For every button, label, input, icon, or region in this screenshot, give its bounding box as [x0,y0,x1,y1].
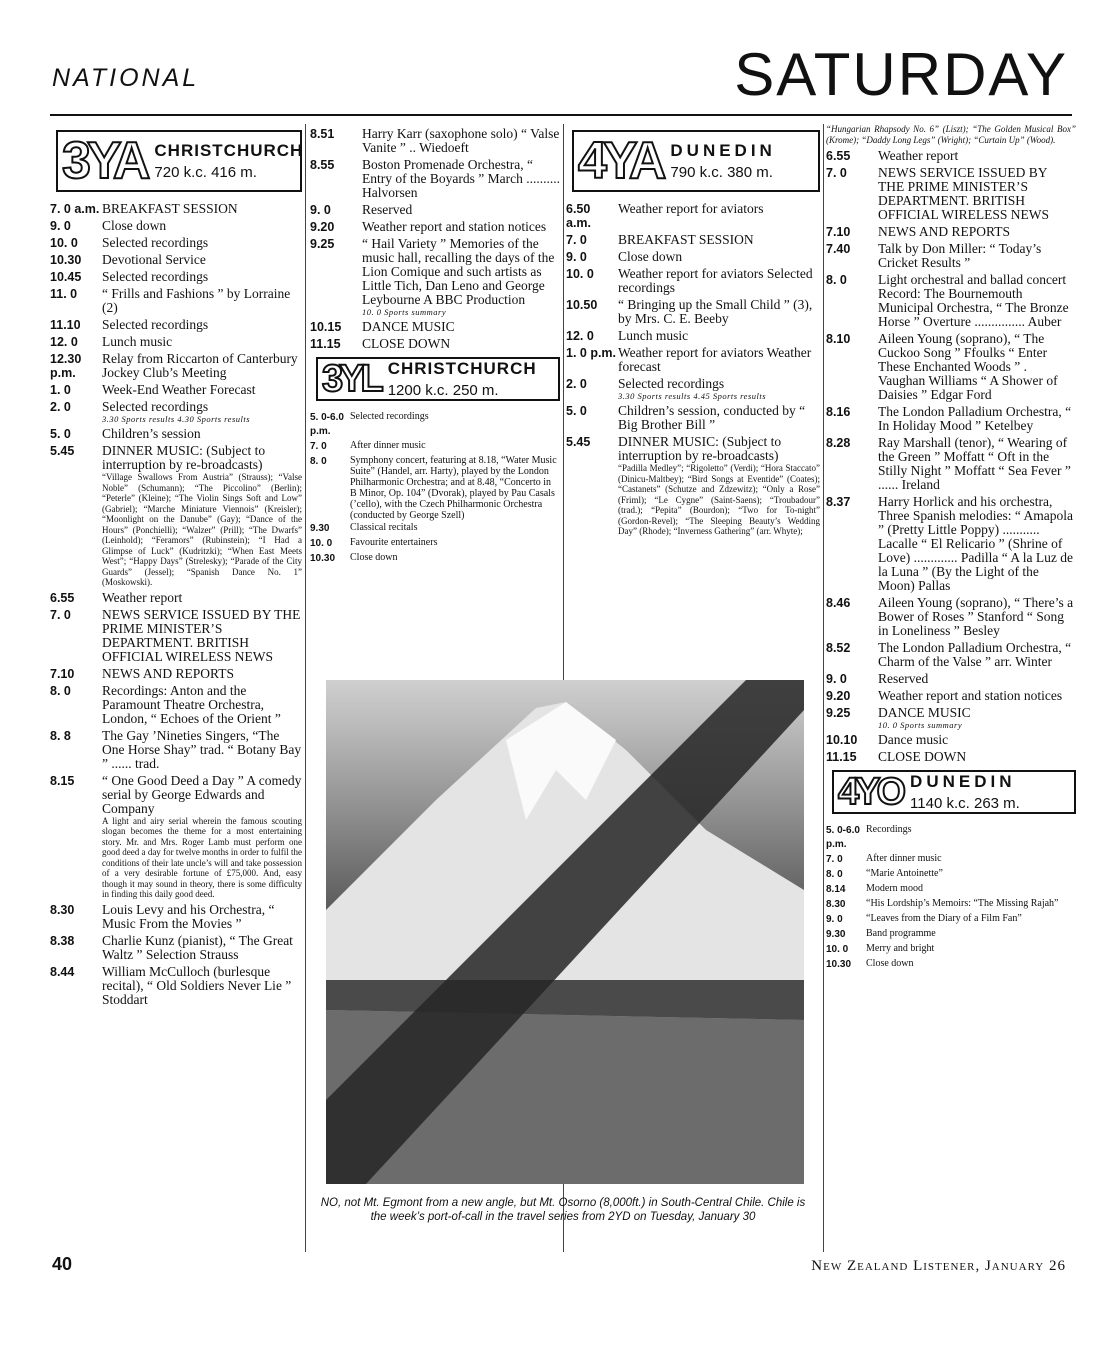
station-logo: 3YA [62,132,147,190]
program-title: Harry Karr (saxophone solo) “ Valse Vanite ” .. Wiedoeft [362,126,560,155]
program-item [50,270,302,284]
program-time: 12. 0 [566,329,594,343]
station-logo: 4YO [838,771,903,813]
program-time: 9.25 [826,706,851,720]
program-time: 8. 0 [826,869,843,880]
program-item [826,958,1076,972]
program-time: 8.14 [826,884,846,895]
program-title: “ One Good Deed a Day ” A comedy serial by George Edwards and Company [102,772,302,816]
program-time: 8.28 [826,436,851,450]
program-item [310,337,560,351]
program-item [566,202,820,230]
program-title: NEWS AND REPORTS [102,665,234,681]
program-title: “ Hail Variety ” Memories of the music hall, recalling the days of the Lion Comique and such artists as Little Tich, Dan Leno and George Leybourne A BBC Production [362,236,555,307]
program-time: 10.30 [50,253,82,267]
program-title: “Leaves from the Diary of a Film Fan” [866,913,1022,924]
column-3ya [50,124,302,1010]
program-item [826,225,1076,239]
program-note: 3.30 Sports results 4.45 Sports results [618,391,767,401]
program-time: 8. 0 [826,273,847,287]
mountain-illustration [326,680,804,1184]
program-title: “His Lordship’s Memoirs: “The Missing Rajah” [866,898,1059,909]
program-title: Reserved [878,671,929,686]
program-note: “Village Swallows From Austria” (Strauss); “Valse Noble” (Schumann); “The Piccolino” (Berlin); “Peterle” (Kleine); “The Violin Sings Soft and Low” (Gabriel); “Marche Miniature Viennois” (Kreisler); “Moonlight on the Danube” (Gay); “Dance of the Hours” (Ponchielli); “Walzer” (Prill); “The Dwarfs” (Leinhold); “Feramors” (Rubinstein); “I Had a Glimpse of Luck” (Kudritzki); “When East Meets West”; “Happy Days” (Strelesky); “Parade of the City Guards” (Jessel); “Spanish Dance No. 1” (Moskowski). [102,472,302,587]
program-item [310,203,560,217]
program-title: Reserved [362,202,413,217]
program-title: Symphony concert, featuring at 8.18, “Water Music Suite” (Handel, arr. Harty), played by the London Philharmonic Orchestra; and at 8.48, “Concerto in B Minor, Op. 104” (Dvorak), played by Pau Casals (’cello), with the Czech Philharmonic Orchestra (conducted by George Szell) [350,455,557,521]
program-title: The Gay ’Nineties Singers, “The One Horse Shay” trad. “ Botany Bay ” ...... trad. [102,727,302,771]
program-title: Selected recordings [102,317,209,332]
program-title: Weather report [102,589,183,605]
program-time: 8.46 [826,596,851,610]
program-time: 8.44 [50,964,75,979]
top-rule [50,114,1072,116]
program-title: Boston Promenade Orchestra, “ Entry of the Boyards ” March .......... Halvorsen [362,157,560,200]
program-title: Recordings [866,824,912,835]
program-time: 10.15 [310,320,342,334]
program-title: NEWS AND REPORTS [878,224,1010,239]
section-label: NATIONAL [52,64,200,92]
program-item [566,377,820,401]
program-list [826,149,1076,764]
program-time: 7.10 [50,666,75,681]
program-title: Modern mood [866,883,923,894]
program-title: Lunch music [102,334,173,349]
program-time: 11.10 [50,318,81,332]
program-time: 7. 0 [50,607,71,622]
program-title: Favourite entertainers [350,537,438,548]
program-item [826,689,1076,703]
program-title: NEWS SERVICE ISSUED BY THE PRIME MINISTER’S DEPARTMENT. BRITISH OFFICIAL WIRELESS NEWS [878,165,1050,222]
program-item [826,883,1076,897]
program-item [566,404,820,432]
program-item [826,706,1076,730]
program-title: Children’s session, conducted by “ Big Brother Bill ” [618,403,806,432]
program-item [566,435,820,537]
program-time: 5. 0 [566,404,587,418]
program-item [50,236,302,250]
program-item [310,320,560,334]
program-title: Weather report [878,148,959,163]
program-list [310,411,560,566]
program-note: “Padilla Medley”; “Rigoletto” (Verdi); “Hora Staccato” (Dinicu-Maltbey); “Bird Songs at Eventide” (Coates); “Castanets” (Schutze and Zdzewitz); “Only a Rose” (Friml); “Le Cygne” (Saint-Saens); “Troubadour” (trad.); “Pepita” (Bourdon); “Two for To-night” (Gordon-Revel); “The Sleeping Beauty’s Wedding Day” (Rhode); “Inverness Gathering” (arr. Whyte); [618,463,820,536]
program-time: 7. 0 [566,233,587,247]
station-header-3yl [316,357,560,401]
program-time: 9.20 [826,689,851,703]
program-time: 10. 0 [50,236,78,250]
program-time: 8.30 [50,902,75,917]
program-time: 8.10 [826,332,851,346]
program-item [826,405,1076,433]
program-title: Recordings: Anton and the Paramount Theatre Orchestra, London, “ Echoes of the Orient ” [102,682,281,726]
program-title: The London Palladium Orchestra, “ In Holiday Mood ” Ketelbey [878,404,1072,433]
program-time: 8. 0 [310,456,327,467]
program-item [826,495,1076,593]
program-item [50,608,302,664]
station-frequency: 1140 k.c. 263 m. [910,795,1020,812]
column-3ya-cont [310,124,560,567]
program-title: DANCE MUSIC [362,319,455,334]
program-note: 10. 0 Sports summary [362,307,447,317]
program-title: Weather report and station notices [878,688,1063,703]
program-time: 5.45 [50,444,75,458]
program-time: 10. 0 [566,267,594,281]
program-item [826,750,1076,764]
program-time: 10.30 [310,553,336,564]
program-time: 10.10 [826,733,858,747]
program-title: Weather report for aviators Selected recordings [618,266,813,295]
program-item [50,903,302,931]
program-title: Aileen Young (soprano), “ The Cuckoo Song ” Ffoulks “ Enter These Enchanted Woods ” . Vaughan Williams “ A Shower of Daisies ” Edgar Ford [878,331,1058,402]
program-time: 11. 0 [50,287,78,301]
program-title: Close down [618,249,683,264]
program-title: The London Palladium Orchestra, “ Charm of the Valse ” arr. Winter [878,640,1072,669]
program-item [566,250,820,264]
program-list [310,127,560,351]
program-time: 10.45 [50,270,82,284]
program-item [826,242,1076,270]
program-title: Lunch music [618,328,689,343]
program-time: 9. 0 [310,203,331,217]
program-item [566,267,820,295]
program-title: BREAKFAST SESSION [618,232,754,247]
program-time: 8.15 [50,773,75,788]
program-title: DANCE MUSIC [878,705,971,720]
program-item [50,318,302,332]
program-time: 1. 0 [50,383,71,397]
program-title: Aileen Young (soprano), “ There’s a Bower of Roses ” Stanford “ Song in Loneliness ” Besley [878,595,1074,638]
program-title: “Marie Antoinette” [866,868,943,879]
program-item [826,436,1076,492]
program-item [826,928,1076,942]
program-note: 10. 0 Sports summary [878,720,963,730]
column-4ya-cont [826,124,1076,973]
program-item [826,824,1076,852]
program-item [50,774,302,900]
program-time: 10.30 [826,959,852,970]
program-item [50,202,302,216]
program-item [826,733,1076,747]
program-title: Weather report for aviators Weather forecast [618,345,812,374]
program-title: Classical recitals [350,522,418,533]
program-title: Harry Horlick and his orchestra, Three Spanish melodies: “ Amapola ” (Pretty Little Poppy) ........... Lacalle “ El Relicario ” (Shrine of Love) ............. Padilla “ A la Luz de la Luna ” (By the Light of the Moon) Pallas [878,494,1073,593]
program-title: NEWS SERVICE ISSUED BY THE PRIME MINISTER’S DEPARTMENT. BRITISH OFFICIAL WIRELESS NEWS [102,606,301,664]
program-time: 10. 0 [826,944,849,955]
program-time: 8.37 [826,495,851,509]
program-item [310,237,560,317]
program-item [826,149,1076,163]
program-time: 2. 0 [50,400,71,414]
program-item [50,684,302,726]
program-item [50,400,302,424]
station-city: DUNEDIN [670,141,776,160]
program-item [310,537,560,551]
program-time: 8.38 [50,933,75,948]
program-time: 5. 0-6.0 p.m. [826,825,860,850]
program-title: Merry and bright [866,943,935,954]
program-item [310,440,560,454]
station-logo: 3YL [322,358,380,400]
program-note: A light and airy serial wherein the famous scouting slogan becomes the theme for a most entertaining story. Mr. and Mrs. Roger Lamb must perform one good deed a day for twelve months in order to fulfil the conditions of their late uncle’s will and take possession of a very desirable fortune of £75,000. And, easy though it may sound in theory, there is some difficulty in finding this daily good deed. [102,815,302,899]
program-time: 9. 0 [566,250,587,264]
program-title: Weather report and station notices [362,219,547,234]
program-item [50,253,302,267]
program-time: 7. 0 [826,166,847,180]
program-title: Selected recordings [102,269,209,284]
program-item [310,127,560,155]
program-time: 6.55 [826,149,851,163]
program-title: Talk by Don Miller: “ Today’s Cricket Results ” [878,241,1042,270]
station-header-3ya [56,130,302,192]
program-item [50,219,302,233]
program-time: 9. 0 [50,219,71,233]
program-item [566,298,820,326]
program-time: 8.30 [826,899,846,910]
program-time: 7. 0 a.m. [50,202,100,216]
station-frequency: 790 k.c. 380 m. [670,164,773,181]
photo-caption: NO, not Mt. Egmont from a new angle, but Mt. Osorno (8,000ft.) in South-Central Chile. Chile is the week’s port-of-call in the travel series from 2YD on Tuesday, January 30 [320,1197,806,1223]
program-item [826,898,1076,912]
program-time: 9.20 [310,220,335,234]
program-item [50,591,302,605]
program-time: 2. 0 [566,377,587,391]
program-list [826,824,1076,972]
mountain-photo [326,680,804,1184]
program-title: Close down [102,218,167,233]
program-time: 8.16 [826,405,851,419]
program-item [566,329,820,343]
program-time: 8.52 [826,641,851,655]
program-title: Close down [866,958,914,969]
program-title: “ Frills and Fashions ” by Lorraine (2) [102,286,291,315]
program-title: “ Bringing up the Small Child ” (3), by Mrs. C. E. Beeby [618,297,813,326]
station-logo: 4YA [578,132,663,190]
program-item [826,913,1076,927]
program-item [310,552,560,566]
program-item [566,233,820,247]
program-title: Light orchestral and ballad concert Record: The Bournemouth Municipal Orchestra, “ The Bronze Horse ” Overture ............... Auber [878,272,1069,329]
program-time: 7.40 [826,242,851,256]
program-time: 9.30 [310,523,330,534]
column-4ya [566,124,820,540]
program-title: Ray Marshall (tenor), “ Wearing of the Green ” Moffatt “ Oft in the Stilly Night ” Moffatt “ Sea Fever ” ...... Ireland [878,435,1071,492]
station-city: DUNEDIN [910,772,1016,791]
program-title: Selected recordings [102,399,209,414]
program-time: 5.45 [566,435,591,449]
program-time: 12.30 p.m. [50,352,82,380]
program-time: 8. 0 [50,683,71,698]
program-title: Week-End Weather Forecast [102,382,256,397]
program-item [826,332,1076,402]
program-item [50,934,302,962]
program-time: 9.30 [826,929,846,940]
program-time: 7. 0 [826,854,843,865]
program-title: Selected recordings [618,376,725,391]
program-title: William McCulloch (burlesque recital), “ Old Soldiers Never Lie ” Stoddart [102,963,292,1007]
program-title: Weather report for aviators [618,201,764,216]
program-title: Close down [350,552,398,563]
station-city: CHRISTCHURCH [387,359,537,378]
station-header-4yo [832,770,1076,814]
program-item [310,158,560,200]
program-time: 10.50 [566,298,598,312]
program-title: Selected recordings [102,235,209,250]
program-title: Band programme [866,928,936,939]
program-list [50,202,302,1007]
program-item [310,455,560,521]
program-time: 10. 0 [310,538,333,549]
program-item [826,641,1076,669]
program-item [826,273,1076,329]
program-time: 9. 0 [826,914,843,925]
program-time: 12. 0 [50,335,78,349]
program-title: Devotional Service [102,252,206,267]
program-item [50,427,302,441]
column-divider [823,124,824,1252]
program-item [826,868,1076,882]
program-title: BREAKFAST SESSION [102,201,238,216]
program-item [826,853,1076,867]
program-time: 6.55 [50,590,75,605]
program-title: Dance music [878,732,949,747]
program-item [310,522,560,536]
program-title: Selected recordings [350,411,429,422]
page-number: 40 [52,1254,73,1274]
program-title: Louis Levy and his Orchestra, “ Music From the Movies ” [102,901,275,931]
program-item [50,965,302,1007]
program-note: 3.30 Sports results 4.30 Sports results [102,414,251,424]
program-time: 1. 0 p.m. [566,346,617,360]
program-item [826,672,1076,686]
program-title: Charlie Kunz (pianist), “ The Great Waltz ” Selection Strauss [102,932,293,962]
program-item [50,383,302,397]
program-time: 5. 0-6.0 p.m. [310,412,344,437]
program-item [310,220,560,234]
program-item [50,444,302,588]
continued-text: “Hungarian Rhapsody No. 6” (Liszt); “The Golden Musical Box” (Krome); “Daddy Long Legs” (Wright); “Curtain Up” (Wood). [826,124,1076,145]
program-time: 8.51 [310,127,335,141]
program-title: CLOSE DOWN [878,749,967,764]
program-time: 11.15 [310,337,341,351]
program-list [566,202,820,537]
program-item [826,596,1076,638]
program-title: After dinner music [866,853,942,864]
publication-footer: New Zealand Listener, January 26 [811,1258,1066,1274]
program-time: 9. 0 [826,672,847,686]
program-time: 7.10 [826,225,851,239]
program-item [50,335,302,349]
program-item [566,346,820,374]
program-title: DINNER MUSIC: (Subject to interruption by re-broadcasts) [102,443,266,472]
program-item [50,352,302,380]
program-item [50,287,302,315]
program-time: 5. 0 [50,427,71,441]
program-item [50,729,302,771]
program-time: 7. 0 [310,441,327,452]
program-time: 11.15 [826,750,857,764]
column-divider [305,124,306,1252]
program-time: 8.55 [310,158,335,172]
program-item [826,943,1076,957]
program-time: 8. 8 [50,728,71,743]
station-frequency: 1200 k.c. 250 m. [387,382,499,399]
station-city: CHRISTCHURCH [154,141,304,160]
program-title: Relay from Riccarton of Canterbury Jockey Club’s Meeting [102,351,298,380]
station-frequency: 720 k.c. 416 m. [154,164,257,181]
day-heading: SATURDAY [734,41,1068,108]
program-time: 9.25 [310,237,335,251]
program-title: Children’s session [102,426,201,441]
program-item [50,667,302,681]
program-title: DINNER MUSIC: (Subject to interruption by re-broadcasts) [618,434,782,463]
station-header-4ya [572,130,820,192]
program-title: CLOSE DOWN [362,336,451,351]
program-title: After dinner music [350,440,426,451]
program-time: 6.50 a.m. [566,202,592,230]
program-item [826,166,1076,222]
program-item [310,411,560,439]
